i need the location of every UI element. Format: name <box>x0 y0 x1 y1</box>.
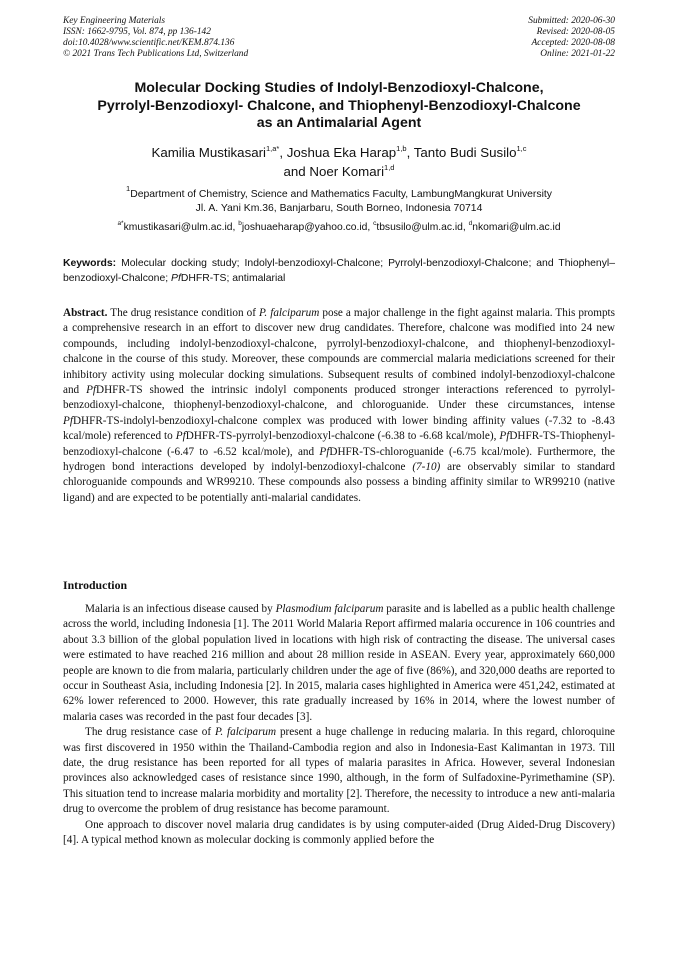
title-line-3: as an Antimalarial Agent <box>256 115 422 131</box>
journal-header <box>63 16 248 60</box>
keywords-text: Molecular docking study; Indolyl-benzodioxyl-Chalcone; Pyrrolyl-benzodioxyl-Chalcone; and Thiophenyl–benzodioxyl-Chalcone; <box>63 258 615 284</box>
email-link[interactable]: kmustikasari@ulm.ac.id <box>123 222 233 233</box>
email-mark: a* <box>117 220 124 227</box>
title-line-2: Pyrrolyl-Benzodioxyl- Chalcone, and Thiophenyl-Benzodioxyl-Chalcone <box>97 97 581 114</box>
email-separator: , <box>232 222 239 233</box>
abstract-text: DHFR-TS-pyrrolyl-benzodioxyl-chalcone (-6.38 to -6.68 kcal/mole), <box>185 430 500 443</box>
title-line-1: Molecular Docking Studies of Indolyl-Benzodioxyl-Chalcone, <box>134 80 544 96</box>
species-name: P. falciparum <box>214 726 277 739</box>
affiliation-line-2: Jl. A. Yani Km.36, Banjarbaru, South Borneo, Indonesia 70714 <box>195 203 483 214</box>
author-name: Kamilia Mustikasari <box>151 145 266 160</box>
author-affil-mark: 1,c <box>516 144 527 153</box>
intro-paragraph-1 <box>63 602 615 725</box>
keywords-pf: Pf <box>171 272 181 284</box>
species-name: P. falciparum <box>259 307 320 319</box>
pf-italic: Pf <box>86 384 97 397</box>
introduction-body <box>63 602 615 849</box>
author-list <box>40 143 638 181</box>
abstract-text: pose a major challenge in the fight against malaria. This prompts a comprehensive research in an effort to discover new drug candidates. Therefore, chalcone was modified into 24 new compounds, including indolyl-benzodioxyl-chalcone, pyrrolyl-benzodioxyl-chalcone, and thiophenyl-benzodioxyl-chalcone in the course of this study. Moreover, these compounds are commercial malaria mediciations screened for their inhibitory activity using molecular docking simulations. Subsequent results of combined indolyl-benzodioxyl-chalcone and <box>63 307 615 397</box>
keywords-label: Keywords: <box>63 258 117 269</box>
date-online: Online: 2021-01-22 <box>540 49 615 59</box>
affiliation <box>40 184 638 216</box>
paper-title <box>40 80 638 133</box>
abstract-text: The drug resistance condition of <box>107 307 260 319</box>
pf-italic: Pf <box>175 430 186 443</box>
paragraph-text: Malaria is an infectious disease caused by <box>85 603 276 615</box>
keywords-text-end: DHFR-TS; antimalarial <box>180 272 286 284</box>
abstract-text: DHFR-TS-indolyl-benzodioxyl-chalcone complex was produced with lower binding affinity values (-7.32 to -8.43 kcal/mole) referenced to <box>63 414 615 443</box>
author-name: Tanto Budi Susilo <box>413 145 517 160</box>
compound-range: (7-10) <box>412 461 441 474</box>
affiliation-line-1: Department of Chemistry, Science and Mathematics Faculty, LambungMangkurat University <box>130 189 552 200</box>
intro-paragraph-2 <box>63 725 615 817</box>
abstract-text: DHFR-TS-chloroguanide (-6.75 kcal/mole). Furthermore, the hydrogen bond interactions developed by indolyl-benzodioxyl-chalcone <box>63 445 615 474</box>
intro-paragraph-3: One approach to discover novel malaria drug candidates is by using computer-aided (Drug Aided-Drug Discovery)[4]. A typical method known as molecular docking is commonly applied before the <box>63 818 615 847</box>
email-separator: , <box>367 222 374 233</box>
journal-copyright: © 2021 Trans Tech Publications Ltd, Switzerland <box>63 49 249 59</box>
email-link[interactable]: nkomari@ulm.ac.id <box>472 222 561 233</box>
section-heading-introduction: Introduction <box>63 578 128 592</box>
email-mark: b <box>238 220 242 227</box>
pf-italic: Pf <box>319 445 330 458</box>
species-name: Plasmodium falciparum <box>275 603 384 615</box>
journal-name: Key Engineering Materials <box>63 16 166 26</box>
date-revised: Revised: 2020-08-05 <box>536 27 615 37</box>
abstract-text: DHFR-TS showed the intrinsic indolyl components produced stronger interactions referenced to pyrrolyl-benzodioxyl-chalcone, thiophenyl-benzodioxyl-chalcone, and chloroguanide. Under these circumstances, intense <box>63 384 615 412</box>
author-separator: , <box>279 145 287 160</box>
paragraph-text: present a huge challenge in reducing malaria. In this regard, chloroquine was first discovered in 1950 within the Thailand-Cambodia region and also in Indonesia-East Kalimantan in 1973. Till date, the drug resistance has been reported for all types of malaria parasites in Africa. However, several Indonesian provinces also acknowledged cases of resistance since 1990, although, in the form of Sulfadoxine-Pyrimethamine (SP). This situation tend to increase malaria morbidity and mortality [2]. Therefore, the necessity to introduce a new anti-malaria drug to overcome the problem of drug resistance has become paramount. <box>63 726 616 816</box>
abstract <box>63 306 615 506</box>
author-separator: , <box>406 145 414 160</box>
email-mark: c <box>373 220 377 227</box>
email-mark: d <box>468 220 473 227</box>
date-accepted: Accepted: 2020-08-08 <box>531 38 615 48</box>
dates-header <box>528 16 615 60</box>
author-affil-mark: 1,d <box>384 163 395 172</box>
author-separator: and <box>283 164 310 179</box>
author-name: Joshua Eka Harap <box>286 145 397 160</box>
abstract-text: DHFR-TS-Thiophenyl-benzodioxyl-chalcone (-6.47 to -6.52 kcal/mole), and <box>63 430 615 458</box>
abstract-text: are observably similar to standard chloroguanide compounds and WR99210. These compounds also possess a binding affinity similar to WR99210 (native ligand) and are expected to be potentially anti-malarial candidates. <box>63 461 615 504</box>
pf-italic: Pf <box>499 430 510 443</box>
email-separator: , <box>462 222 469 233</box>
author-emails <box>40 221 638 235</box>
journal-doi: doi:10.4028/www.scientific.net/KEM.874.136 <box>63 38 235 48</box>
pf-italic: Pf <box>63 414 73 427</box>
keywords <box>63 257 615 286</box>
author-affil-mark: 1,b <box>396 144 407 153</box>
author-affil-mark: 1,a* <box>266 144 280 153</box>
affiliation-mark: 1 <box>126 184 131 193</box>
paragraph-text: parasite and is labelled as a public health challenge across the world, including Indonesia [1]. The 2011 World Malaria Report affirmed malaria occurence in 106 countries and about 3.3 billion of the global population lived in locations with high risk of contracting the disease. The universal cases were estimated to have reached 216 million and about 28 million reside in ASEAN. Every year, approximately 660,000 people are known to die from malaria, particularly children under the age of five (86%), and 320,000 deaths are reported to occur in Southeast Asia, including Indonesia [2]. In 2015, malaria cases highlighted in America were 451,242, estimated at 62% lower referenced to 2000. However, this rate gradually increased by 16% in 2014, where the lowest number of malaria cases was recorded in the past four decades [3]. <box>63 603 615 723</box>
abstract-label: Abstract. <box>63 307 108 319</box>
author-name: Noer Komari <box>309 164 385 179</box>
journal-issn: ISSN: 1662-9795, Vol. 874, pp 136-142 <box>63 27 211 37</box>
email-link[interactable]: joshuaeharap@yahoo.co.id <box>241 222 368 233</box>
date-submitted: Submitted: 2020-06-30 <box>528 16 615 26</box>
paragraph-text: The drug resistance case of <box>85 726 215 739</box>
email-link[interactable]: tbsusilo@ulm.ac.id <box>376 222 463 233</box>
